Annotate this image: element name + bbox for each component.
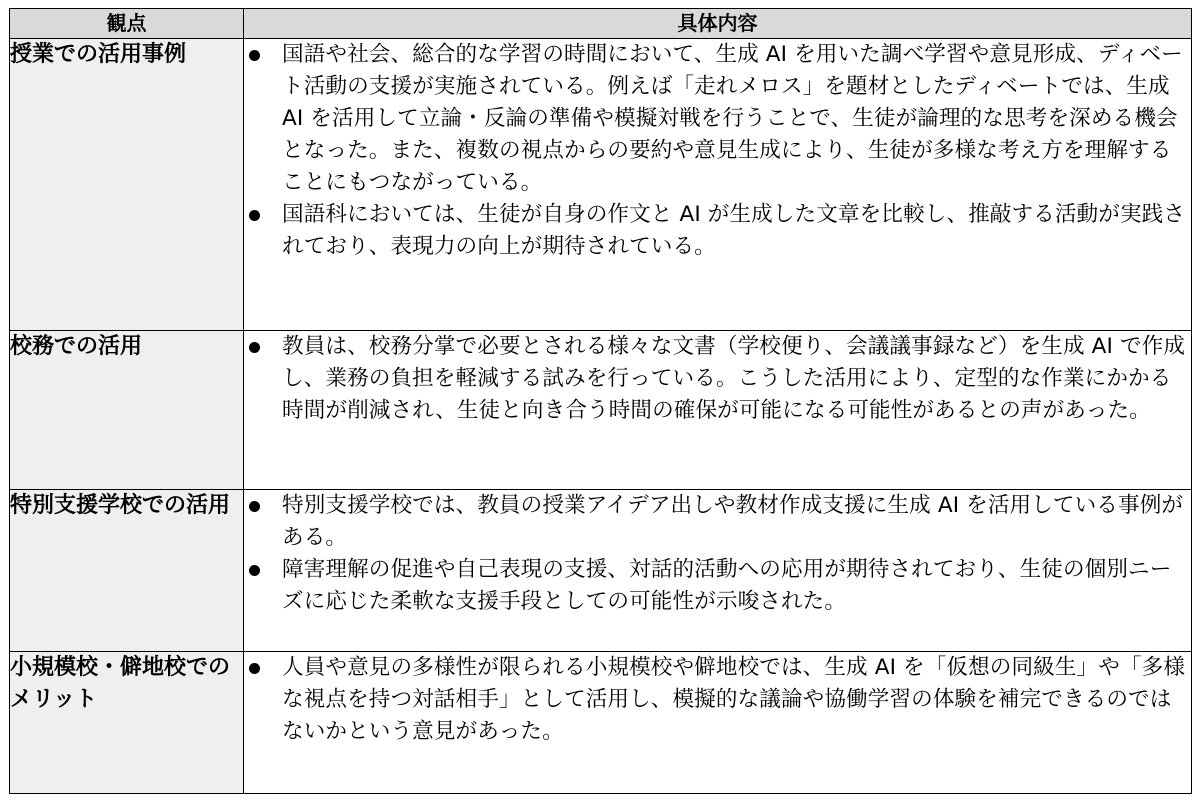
bullet-list bbox=[244, 490, 1191, 618]
bullet-icon bbox=[249, 663, 260, 674]
bullet-icon bbox=[249, 565, 260, 576]
header-viewpoint: 観点 bbox=[10, 9, 244, 39]
viewpoint-cell: 小規模校・僻地校でのメリット bbox=[10, 652, 244, 794]
table-row bbox=[10, 490, 1192, 652]
viewpoint-cell: 特別支援学校での活用 bbox=[10, 490, 244, 652]
viewpoint-cell: 校務での活用 bbox=[10, 331, 244, 490]
list-item-text: 障害理解の促進や自己表現の支援、対話的活動への応用が期待されており、生徒の個別ニーズに応じた柔軟な支援手段としての可能性が示唆された。 bbox=[282, 557, 1172, 614]
list-item bbox=[244, 199, 1191, 263]
list-item bbox=[244, 331, 1191, 427]
findings-table bbox=[9, 8, 1192, 794]
table-header bbox=[10, 9, 1192, 39]
list-item bbox=[244, 554, 1191, 618]
list-item bbox=[244, 39, 1191, 199]
bullet-icon bbox=[249, 210, 260, 221]
bullet-list bbox=[244, 39, 1191, 263]
table-row bbox=[10, 331, 1192, 490]
bullet-list bbox=[244, 652, 1191, 748]
bullet-list bbox=[244, 331, 1191, 427]
bullet-icon bbox=[249, 501, 260, 512]
details-cell bbox=[244, 39, 1192, 331]
list-item bbox=[244, 652, 1191, 748]
bullet-icon bbox=[249, 342, 260, 353]
list-item bbox=[244, 490, 1191, 554]
bullet-icon bbox=[249, 50, 260, 61]
list-item-text: 国語や社会、総合的な学習の時間において、生成 AI を用いた調べ学習や意見形成、ディベート活動の支援が実施されている。例えば「走れメロス」を題材としたディベートでは、生成 AI を活用して立論・反論の準備や模擬対戦を行うことで、生徒が論理的な思考を深める機会となった。また、複数の視点からの要約や意見生成により、生徒が多様な考え方を理解することにもつながっている。 bbox=[282, 42, 1183, 195]
header-details: 具体内容 bbox=[244, 9, 1192, 39]
list-item-text: 国語科においては、生徒が自身の作文と AI が生成した文章を比較し、推敲する活動が実践されており、表現力の向上が期待されている。 bbox=[282, 202, 1186, 259]
details-cell bbox=[244, 331, 1192, 490]
list-item-text: 特別支援学校では、教員の授業アイデア出しや教材作成支援に生成 AI を活用している事例がある。 bbox=[282, 493, 1184, 550]
table-row bbox=[10, 652, 1192, 794]
details-cell bbox=[244, 652, 1192, 794]
viewpoint-cell: 授業での活用事例 bbox=[10, 39, 244, 331]
list-item-text: 人員や意見の多様性が限られる小規模校や僻地校では、生成 AI を「仮想の同級生」や「多様な視点を持つ対話相手」として活用し、模擬的な議論や協働学習の体験を補完できるのではないかという意見があった。 bbox=[282, 655, 1186, 744]
table-row bbox=[10, 39, 1192, 331]
list-item-text: 教員は、校務分掌で必要とされる様々な文書（学校便り、会議議事録など）を生成 AI で作成し、業務の負担を軽減する試みを行っている。こうした活用により、定型的な作業にかかる時間が削減され、生徒と向き合う時間の確保が可能になる可能性があるとの声があった。 bbox=[282, 334, 1186, 423]
details-cell bbox=[244, 490, 1192, 652]
